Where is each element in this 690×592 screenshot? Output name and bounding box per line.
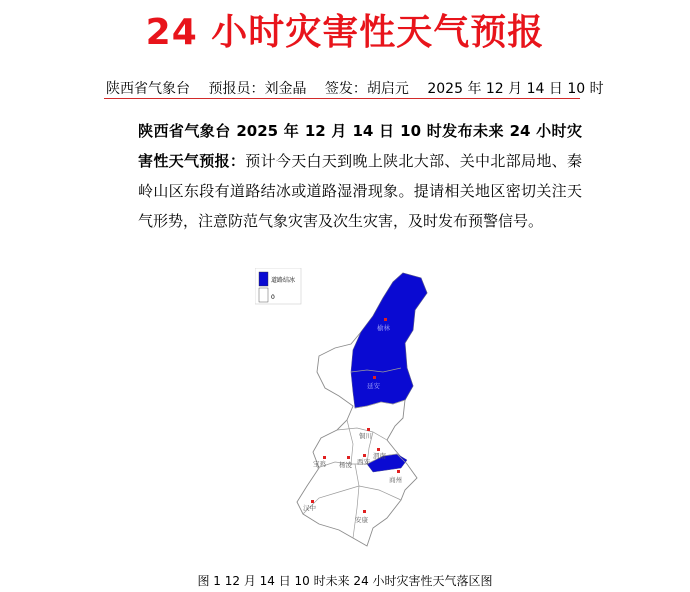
map-legend (255, 268, 301, 304)
forecast-lead: 陕西省气象台 2025 年 12 月 14 日 10 时发布未来 24 小时灾害性天气预报： (138, 122, 582, 170)
city-label-baoji: 宝鸡 (313, 460, 326, 468)
city-label-xian: 西安 (357, 458, 370, 466)
city-dot-yulin (384, 318, 387, 321)
city-dot-hanzhong (311, 500, 314, 503)
city-dot-yangling (347, 456, 350, 459)
city-label-hanzhong: 汉中 (303, 504, 316, 512)
city-label-shangzhou: 商州 (389, 476, 402, 484)
city-label-yangling: 杨凌 (339, 461, 352, 469)
legend-ice-label: 道路结冰 (271, 277, 296, 284)
legend-ice-swatch (259, 272, 268, 286)
city-dot-ankang (363, 510, 366, 513)
city-label-yulin: 榆林 (377, 324, 390, 332)
forecast-text: 预计今天白天到晚上陕北大部、关中北部局地、秦岭山区东段有道路结冰或道路湿滑现象。提请相关地区密切关注天气形势，注意防范气象灾害及次生灾害，及时发布预警信号。 (138, 152, 582, 230)
city-dot-shangzhou (397, 470, 400, 473)
city-label-weinan: 渭南 (373, 452, 386, 460)
page-title: 24 小时灾害性天气预报 (145, 12, 545, 53)
header-divider (104, 98, 580, 99)
forecast-body (106, 116, 582, 236)
issue-meta (106, 78, 604, 98)
city-dot-weinan (377, 448, 380, 451)
legend-none-label: 0 (271, 294, 275, 301)
legend-none-swatch (259, 288, 268, 302)
city-label-tongchuan: 铜川 (359, 432, 372, 440)
hazard-map (255, 268, 445, 558)
city-dot-yanan (373, 376, 376, 379)
city-label-yanan: 延安 (367, 382, 380, 390)
city-label-ankang: 安康 (355, 516, 368, 524)
city-dot-baoji (323, 456, 326, 459)
agency-name: 陕西省气象台 (106, 81, 190, 97)
city-dot-tongchuan (367, 428, 370, 431)
city-dot-xian (363, 454, 366, 457)
issuer-name: 签发：胡启元 (324, 81, 409, 97)
forecaster-name: 预报员：刘金晶 (208, 81, 307, 97)
map-caption: 图 1 12 月 14 日 10 时未来 24 小时灾害性天气落区图 (197, 574, 493, 588)
issue-datetime: 2025 年 12 月 14 日 10 时 (427, 81, 604, 97)
ice-region-north (351, 273, 427, 408)
